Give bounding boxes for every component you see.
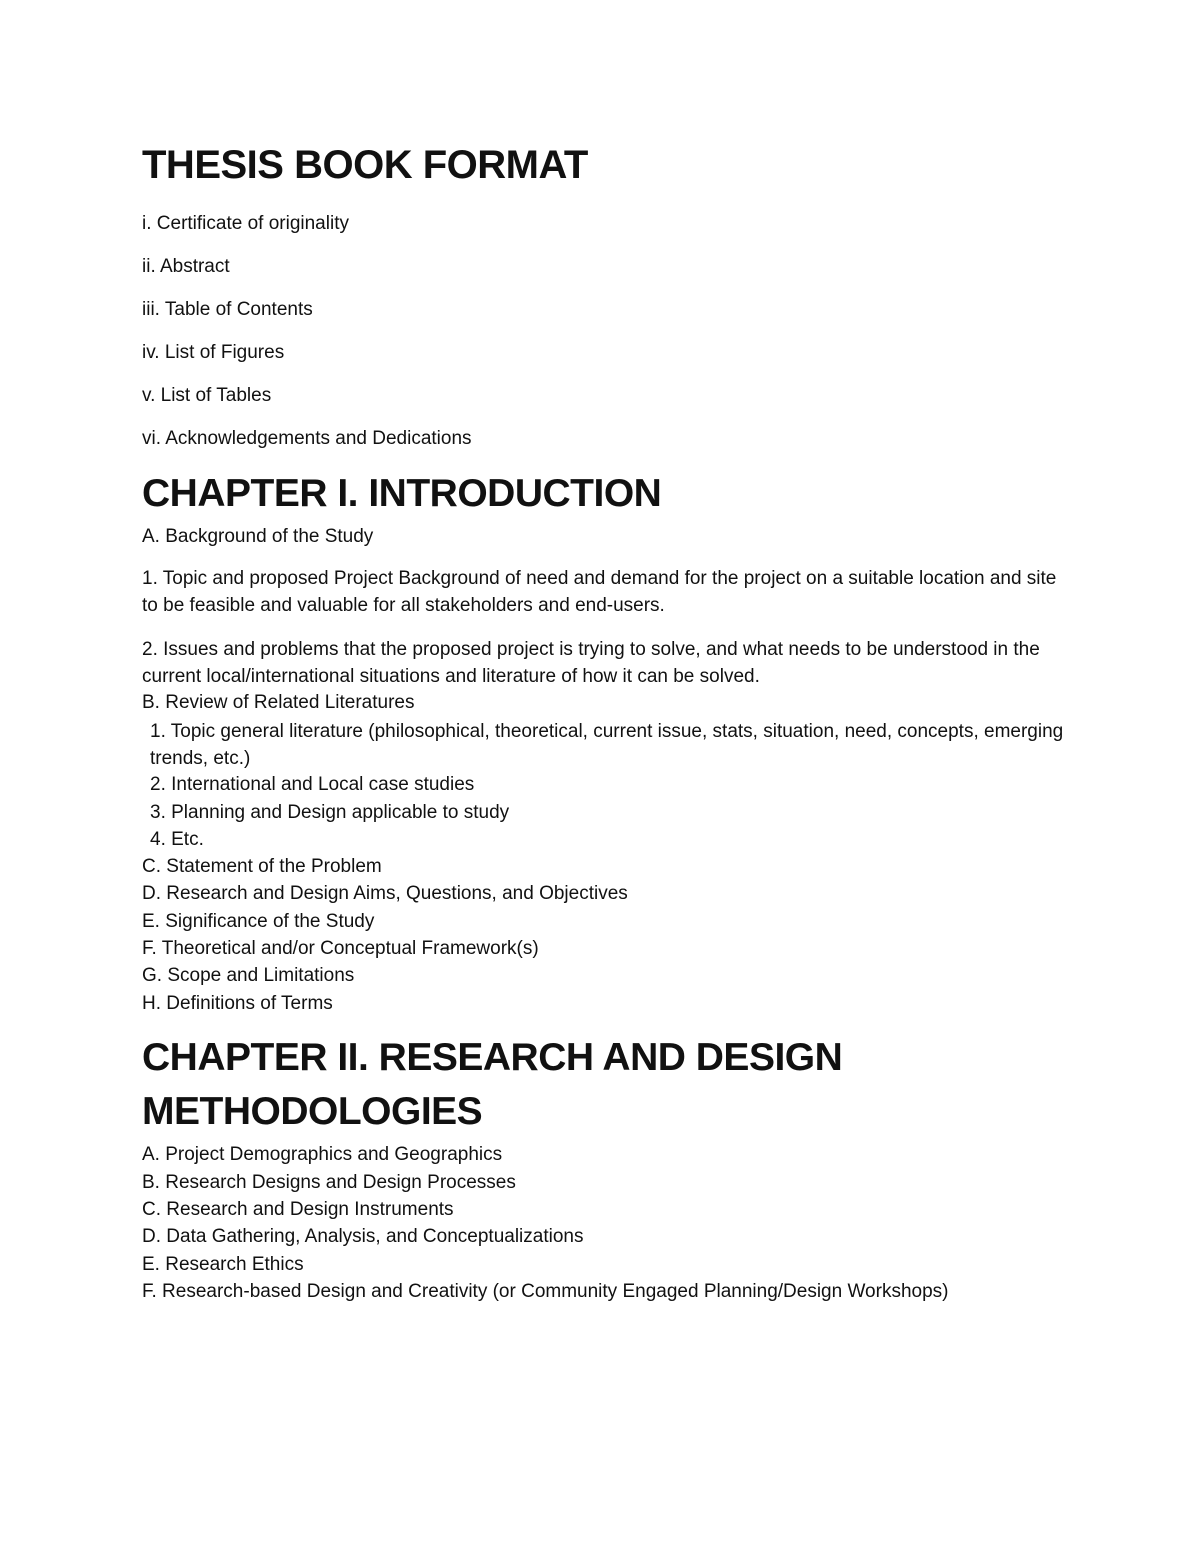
- chapter-1-heading: CHAPTER I. INTRODUCTION: [142, 472, 662, 515]
- section-heading: D. Data Gathering, Analysis, and Conceptualizations: [142, 1226, 584, 1247]
- section-heading: A. Background of the Study: [142, 526, 374, 547]
- list-item: 2. International and Local case studies: [150, 774, 475, 795]
- section-heading: B. Research Designs and Design Processes: [142, 1172, 516, 1193]
- front-matter-item: i. Certificate of originality: [142, 213, 349, 234]
- section-heading: F. Theoretical and/or Conceptual Framework(s): [142, 938, 539, 959]
- list-item: 1. Topic and proposed Project Background of need and demand for the project on a suitable location and site to be feasible and valuable for all stakeholders and end-users.: [142, 568, 1057, 616]
- front-matter-item: ii. Abstract: [142, 256, 230, 277]
- front-matter-item: iv. List of Figures: [142, 342, 285, 363]
- list-item: 2. Issues and problems that the proposed project is trying to solve, and what needs to be understood in the current local/international situations and literature of how it can be solved.: [142, 639, 1040, 687]
- section-heading: A. Project Demographics and Geographics: [142, 1144, 503, 1165]
- list-item: 4. Etc.: [150, 829, 204, 850]
- document-title: THESIS BOOK FORMAT: [142, 143, 588, 187]
- section-heading: C. Statement of the Problem: [142, 856, 382, 877]
- front-matter-item: vi. Acknowledgements and Dedications: [142, 428, 472, 449]
- section-heading: C. Research and Design Instruments: [142, 1199, 454, 1220]
- section-heading: H. Definitions of Terms: [142, 993, 333, 1014]
- front-matter-item: iii. Table of Contents: [142, 299, 313, 320]
- section-heading: G. Scope and Limitations: [142, 965, 355, 986]
- section-heading: E. Significance of the Study: [142, 911, 375, 932]
- section-heading: B. Review of Related Literatures: [142, 692, 415, 713]
- list-item: 1. Topic general literature (philosophical, theoretical, current issue, stats, situation, need, concepts, emerging trends, etc.): [150, 721, 1064, 769]
- front-matter-item: v. List of Tables: [142, 385, 272, 406]
- section-heading: E. Research Ethics: [142, 1254, 304, 1275]
- list-item: 3. Planning and Design applicable to study: [150, 802, 510, 823]
- section-heading: F. Research-based Design and Creativity (or Community Engaged Planning/Design Workshops): [142, 1281, 949, 1302]
- chapter-2-heading: CHAPTER II. RESEARCH AND DESIGN: [142, 1036, 843, 1079]
- chapter-2-heading-continued: METHODOLOGIES: [142, 1090, 483, 1133]
- section-heading: D. Research and Design Aims, Questions, and Objectives: [142, 883, 628, 904]
